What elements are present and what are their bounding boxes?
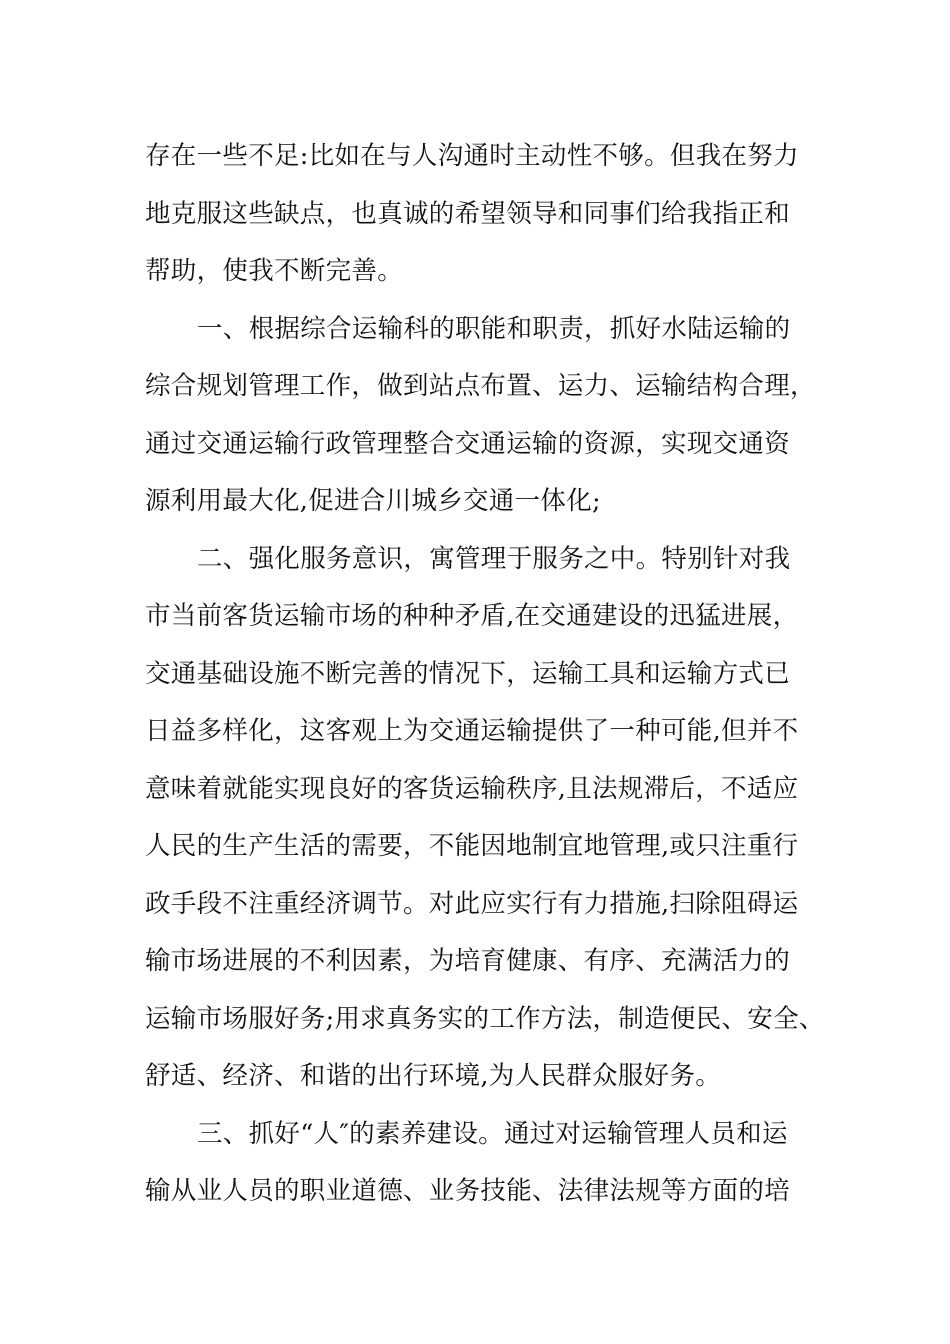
text-line: 人民的生产生活的需要，不能因地制宜地管理,或只注重行 [145,831,799,861]
text-line: 存在一些不足:比如在与人沟通时主动性不够。但我在努力 [145,141,799,171]
document-body [145,128,825,1221]
text-line: 政手段不注重经济调节。对此应实行有力措施,扫除阻碍运 [145,888,799,919]
text-line: 帮助，使我不断完善。 [145,256,404,286]
text-line: 日益多样化，这客观上为交通运输提供了一种可能,但并不 [145,716,799,746]
text-line: 综合规划管理工作，做到站点布置、运力、运输结构合理， [145,371,816,401]
text-line: 地克服这些缺点，也真诚的希望领导和同事们给我指正和 [145,198,791,229]
text-line: 通过交通运输行政管理整合交通运输的资源，实现交通资 [145,428,791,459]
text-line: 输从业人员的职业道德、业务技能、法律法规等方面的培 [145,1176,791,1206]
paragraph-start-line: 一、根据综合运输科的职能和职责，抓好水陆运输的 [197,313,791,344]
paragraph-start-line: 二、强化服务意识，寓管理于服务之中。特别针对我 [197,543,791,574]
text-line: 源利用最大化,促进合川城乡交通一体化; [145,486,601,516]
paragraph-start-line: 三、抓好“人″的素养建设。通过对运输管理人员和运 [197,1118,788,1149]
text-line: 运输市场服好务;用求真务实的工作方法，制造便民、安全、 [145,1003,825,1034]
text-line: 舒适、经济、和谐的出行环境,为人民群众服好务。 [145,1061,722,1091]
text-line: 交通基础设施不断完善的情况下，运输工具和运输方式已 [145,658,791,689]
text-line: 市当前客货运输市场的种种矛盾,在交通建设的迅猛进展， [145,601,799,631]
text-line: 输市场进展的不利因素，为培育健康、有序、充满活力的 [145,946,791,976]
text-line: 意味着就能实现良好的客货运输秩序,且法规滞后，不适应 [145,773,799,804]
